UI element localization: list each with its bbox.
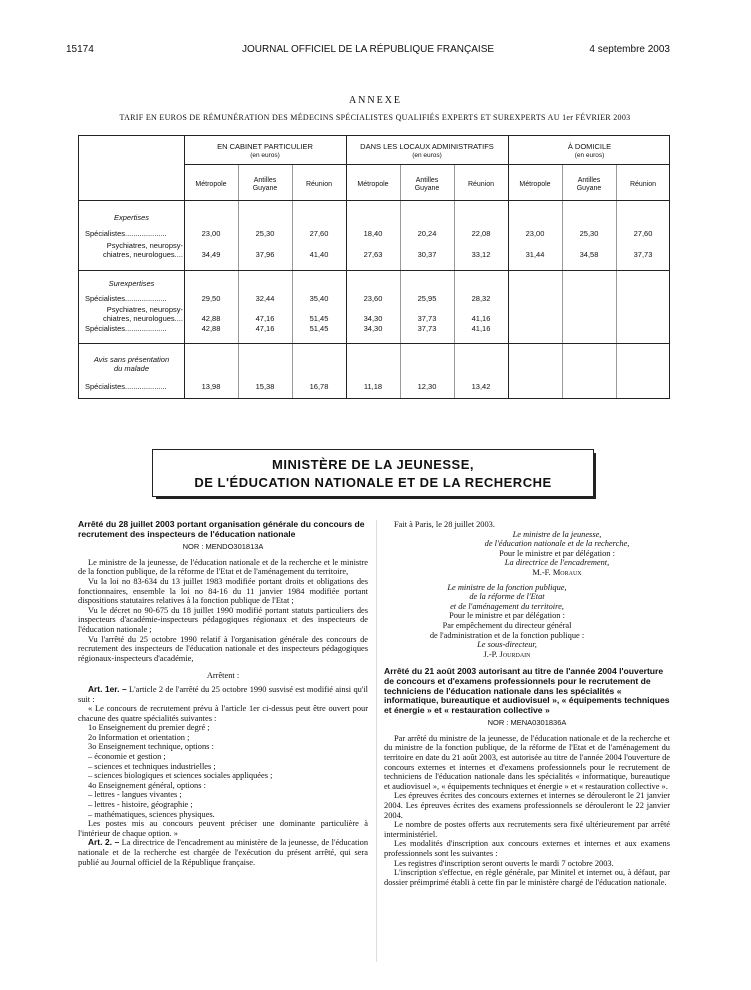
column-header: Réunion xyxy=(467,181,495,188)
group-header-domicile: À DOMICILE (en euros) xyxy=(567,142,612,159)
signature-empechement: Par empêchement du directeur général xyxy=(442,620,572,630)
right-column xyxy=(384,520,670,887)
signature-delegation: Pour le ministre et par délégation : xyxy=(449,611,565,621)
decree-title-2: Arrêté du 21 août 2003 autorisant au titre de l'année 2004 l'ouverture de concours et d'examens professionnels pour le recrutement de techniciens de l'éducation nationale dans les spécialités « informatique, bureautique et audiovisuel », « équipements techniques et énergie » et « restauration collective » xyxy=(384,666,670,715)
table-cell: 23,00 xyxy=(201,229,221,238)
paragraph: Vu le décret no 90-675 du 18 juillet 1990 modifié portant statuts particuliers des inspecteurs d'académie-inspecteurs pédagogiques régionaux et des inspecteurs de l'éducation nationale ; xyxy=(78,605,368,634)
paragraph: Vu l'arrêté du 25 octobre 1990 relatif à l'organisation générale des concours de recrutement des inspecteurs de l'éducation nationale et des inspecteurs pédagogiques régionaux-inspecteurs d'académie, xyxy=(78,634,368,663)
signature-role: Le sous-directeur, xyxy=(477,640,537,650)
arretent-label: Arrêtent : xyxy=(206,671,240,681)
table-cell: 22,08 xyxy=(471,229,491,238)
table-cell: 15,38 xyxy=(255,382,275,391)
decree-title: Arrêté du 28 juillet 2003 portant organisation générale du concours de recrutement des inspecteurs de l'éducation nationale xyxy=(78,519,365,539)
signature-delegation: Pour le ministre et par délégation : xyxy=(499,548,615,558)
table-cell: 29,50 xyxy=(201,294,221,303)
signature-minister: et de l'aménagement du territoire, xyxy=(450,601,564,611)
table-cell: 27,60 xyxy=(309,229,329,238)
signature-minister: Le ministre de la fonction publique, xyxy=(447,582,567,592)
quote: « Le concours de recrutement prévu à l'article 1er ci-dessus peut être ouvert pour chacune des quatre spécialités suivantes : xyxy=(78,704,368,723)
signature-minister: de la réforme de l'Etat xyxy=(469,592,545,602)
signature-empechement: de l'administration et de la fonction publique : xyxy=(429,630,585,640)
table-cell: 35,40 xyxy=(309,294,329,303)
list-item: – sciences et techniques industrielles ; xyxy=(88,761,216,771)
signature-name: M.-F. Moraux xyxy=(532,567,582,577)
annexe-subtitle: TARIF EN EUROS DE RÉMUNÉRATION DES MÉDECINS SPÉCIALISTES QUALIFIÉS EXPERTS ET SUREXPERTS AU 1er FÉVRIER 2003 xyxy=(119,113,631,122)
table-cell: 27,60 xyxy=(633,229,653,238)
paragraph: Les épreuves écrites des concours externes et internes se dérouleront le 21 janvier 2004. Les épreuves écrites des examens professionnels se dérouleront le 22 janvier 2004. xyxy=(384,791,670,820)
column-header: Réunion xyxy=(629,181,657,188)
table-cell: 30,37 xyxy=(417,250,437,259)
table-cell: 51,45 xyxy=(309,324,329,333)
section-title-cont: du malade xyxy=(113,364,150,373)
table-cell: 37,73 xyxy=(417,324,437,333)
paragraph: Le ministre de la jeunesse, de l'éducation nationale et de la recherche et le ministre de la fonction publique, de la réforme de l'Etat et de l'aménagement du territoire, xyxy=(78,557,368,577)
fait-a-paris: Fait à Paris, le 28 juillet 2003. xyxy=(394,520,495,529)
row-label: Spécialistes.................... xyxy=(85,229,167,238)
table-cell: 18,40 xyxy=(363,229,383,238)
row-label: Spécialistes.................... xyxy=(85,294,167,303)
table-cell: 51,45 xyxy=(309,314,329,323)
table-cell: 31,44 xyxy=(525,250,545,259)
table-cell: 34,30 xyxy=(363,314,383,323)
paragraph: Les postes mis au concours peuvent préciser une dominante particulière à l'intérieur de chaque option. » xyxy=(78,819,368,838)
group-header-cabinet: EN CABINET PARTICULIER (en euros) xyxy=(217,142,313,159)
table-cell: 23,60 xyxy=(363,294,383,303)
signature-minister: Le ministre de la jeunesse, xyxy=(512,529,602,539)
column-header: Métropole xyxy=(195,181,227,188)
table-cell: 20,24 xyxy=(417,229,437,238)
table-cell: 42,88 xyxy=(201,324,221,333)
table-cell: 37,96 xyxy=(255,250,275,259)
column-header: Antilles Guyane xyxy=(576,177,602,192)
table-cell: 11,18 xyxy=(363,382,383,391)
table-cell: 27,63 xyxy=(363,250,383,259)
article-2: Art. 2. – La directrice de l'encadrement au ministère de la jeunesse, de l'éducation nationale et de la recherche est chargée de l'exécution du présent arrêté, qui sera publié au Journal officiel de la République française. xyxy=(78,837,369,867)
row-label-cont: chiatres, neurologues.... xyxy=(102,314,183,323)
table-cell: 32,44 xyxy=(255,294,275,303)
section-title: Avis sans présentation xyxy=(93,355,170,364)
paragraph: Le nombre de postes offerts aux recrutements sera fixé ultérieurement par arrêté interministériel. xyxy=(384,820,670,839)
tariff-table xyxy=(78,135,670,399)
paragraph: L'inscription s'effectue, en règle générale, par Minitel et internet ou, à défaut, par dossier préimprimé établi à cette fin par le ministère chargé de l'éducation nationale. xyxy=(384,868,670,887)
page-header xyxy=(66,44,670,58)
table-cell: 28,32 xyxy=(471,294,491,303)
list-item: – mathématiques, sciences physiques. xyxy=(88,809,215,819)
row-label: Psychiatres, neuropsy- xyxy=(106,241,183,250)
table-cell: 37,73 xyxy=(417,314,437,323)
table-cell: 41,16 xyxy=(471,324,491,333)
ministry-heading-box xyxy=(152,449,594,497)
table-cell: 13,98 xyxy=(201,382,221,391)
paragraph: Par arrêté du ministre de la jeunesse, de l'éducation nationale et de la recherche et du ministre de la fonction publique, de la réforme de l'Etat et de l'aménagement du territoire en date du 21 août 2003, est autorisée au titre de l'année 2004 l'ouverture de concours externes et internes et d'examens professionnels pour le recrutement de techniciens de l'éducation nationale dans les spécialités « informatique, bureautique et audiovisuel », « équipements techniques et énergie » et « restauration collective ». xyxy=(384,733,670,791)
list-item: 2o Information et orientation ; xyxy=(88,732,190,742)
journal-title: JOURNAL OFFICIEL DE LA RÉPUBLIQUE FRANÇAISE xyxy=(241,44,495,55)
row-label: Spécialistes.................... xyxy=(85,382,167,391)
signature-minister: de l'éducation nationale et de la recherche, xyxy=(484,539,630,549)
table-cell: 42,88 xyxy=(201,314,221,323)
table-cell: 47,16 xyxy=(255,314,275,323)
section-title: Surexpertises xyxy=(108,279,155,288)
table-cell: 34,30 xyxy=(363,324,383,333)
list-item: 3o Enseignement technique, options : xyxy=(88,742,214,752)
publication-date: 4 septembre 2003 xyxy=(589,44,670,55)
list-item: 4o Enseignement général, options : xyxy=(88,780,206,790)
list-item: – lettres - langues vivantes ; xyxy=(88,790,182,800)
table-cell: 25,95 xyxy=(417,294,437,303)
list-item: – lettres - histoire, géographie ; xyxy=(88,800,193,810)
signature-role: La directrice de l'encadrement, xyxy=(504,558,610,568)
table-cell: 34,49 xyxy=(201,250,221,259)
row-label: Spécialistes.................... xyxy=(85,324,167,333)
table-cell: 25,30 xyxy=(579,229,599,238)
column-header: Antilles Guyane xyxy=(414,177,440,192)
table-cell: 34,58 xyxy=(579,250,599,259)
column-header: Métropole xyxy=(519,181,551,188)
list-item: – économie et gestion ; xyxy=(88,752,166,762)
table-cell: 13,42 xyxy=(471,382,491,391)
table-cell: 12,30 xyxy=(417,382,437,391)
specialty-list xyxy=(78,723,368,819)
annexe-title: ANNEXE xyxy=(348,95,403,106)
column-header: Antilles Guyane xyxy=(252,177,278,192)
list-item: 1o Enseignement du premier degré ; xyxy=(88,723,210,733)
section-title: Expertises xyxy=(113,213,149,222)
article-1-label: Art. 1er. – xyxy=(88,683,127,694)
column-header: Métropole xyxy=(357,181,389,188)
table-cell: 23,00 xyxy=(525,229,545,238)
table-cell: 16,78 xyxy=(309,382,329,391)
table-cell: 41,40 xyxy=(309,250,329,259)
nor-reference-2: NOR : MENA0301836A xyxy=(487,718,567,728)
table-cell: 37,73 xyxy=(633,250,653,259)
paragraph: Vu la loi no 83-634 du 13 juillet 1983 modifiée portant droits et obligations des fonctionnaires, ensemble la loi no 84-16 du 11 janvier 1984 modifiée portant dispositions statutaires relatives à la fonction publique de l'Etat ; xyxy=(78,576,368,606)
ministry-heading: MINISTÈRE DE LA JEUNESSE, xyxy=(272,457,474,472)
table-cell: 47,16 xyxy=(255,324,275,333)
nor-reference: NOR : MENDO301813A xyxy=(182,542,264,552)
paragraph: Les modalités d'inscription aux concours externes et internes et aux examens professionnels sont les suivantes : xyxy=(384,839,670,858)
paragraph: Les registres d'inscription seront ouverts le mardi 7 octobre 2003. xyxy=(394,858,614,868)
column-header: Réunion xyxy=(305,181,333,188)
row-label: Psychiatres, neuropsy- xyxy=(106,305,183,314)
article-2-label: Art. 2. – xyxy=(88,837,120,848)
page-number: 15174 xyxy=(66,44,94,55)
left-column xyxy=(78,520,368,867)
article-1: Art. 1er. – L'article 2 de l'arrêté du 25 octobre 1990 susvisé est modifié ainsi qu'il suit : xyxy=(78,683,368,704)
ministry-heading-line2: DE L'ÉDUCATION NATIONALE ET DE LA RECHERCHE xyxy=(194,475,552,490)
row-label-cont: chiatres, neurologues.... xyxy=(102,250,183,259)
signature-name: J.-P. Jourdain xyxy=(483,649,531,659)
table-cell: 41,16 xyxy=(471,314,491,323)
table-cell: 33,12 xyxy=(471,250,491,259)
group-header-locaux: DANS LES LOCAUX ADMINISTRATIFS (en euros) xyxy=(360,142,494,159)
table-cell: 25,30 xyxy=(255,229,275,238)
list-item: – sciences biologiques et sciences sociales appliquées ; xyxy=(88,771,273,781)
